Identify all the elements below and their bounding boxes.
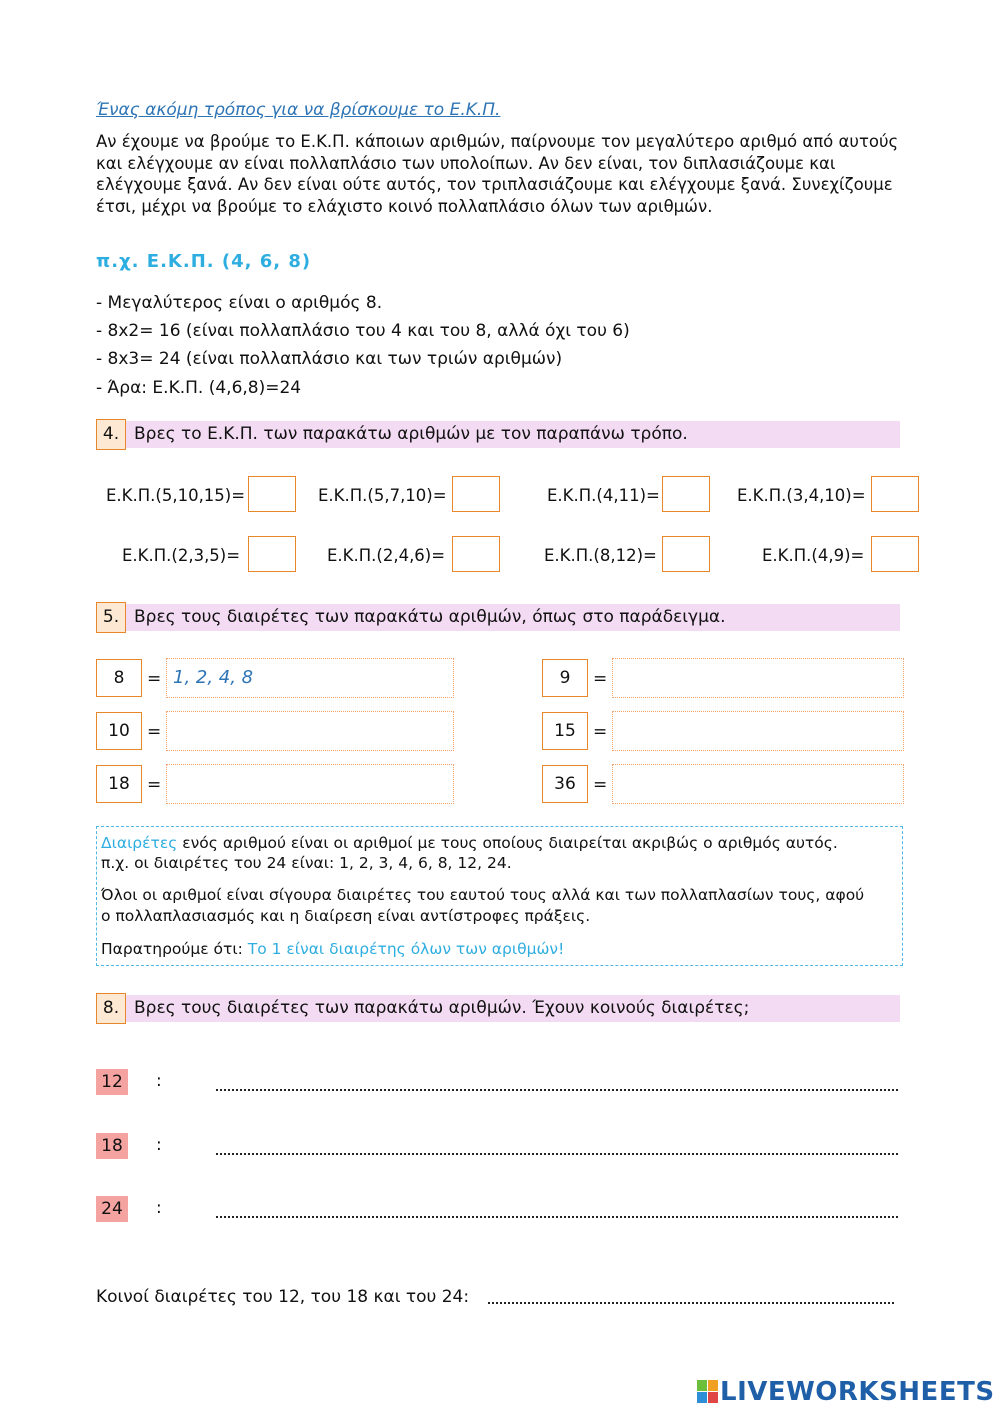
- definition-line-4: ο πολλαπλασιασμός και η διαίρεση είναι αντίστροφες πράξεις.: [101, 907, 591, 925]
- lcm-answer-box[interactable]: [452, 536, 500, 572]
- brand-wordmark: LIVEWORKSHEETS: [720, 1377, 995, 1407]
- task-4-bar: [96, 421, 900, 448]
- intro-paragraph: Αν έχουμε να βρούμε το Ε.Κ.Π. κάποιων αριθμών, παίρνουμε τον μεγαλύτερο αριθμό από αυτούς και ελέγχουμε αν είναι πολλαπλάσιο των υπολοίπων. Αν δεν είναι, τον διπλασιάζουμε και ελέγχουμε ξανά. Αν δεν είναι ούτε αυτός, τον τριπλασιάζουμε και ελέγχουμε ξανά. Συνεχίζουμε έτσι, μέχρι να βρούμε το ελάχιστο κοινό πολλαπλάσιο όλων των αριθμών.: [96, 132, 899, 216]
- lcm-answer-box[interactable]: [452, 476, 500, 512]
- note-text: Το 1 είναι διαιρέτης όλων των αριθμών!: [247, 940, 565, 958]
- example-step-3: - 8x3= 24 (είναι πολλαπλάσιο και των τριών αριθμών): [96, 349, 563, 369]
- divisor-answer-field[interactable]: [612, 711, 904, 751]
- equals-sign: =: [147, 722, 162, 742]
- lcm-label: Ε.Κ.Π.(5,10,15)=: [106, 486, 246, 505]
- common-divisors-label: Κοινοί διαιρέτες του 12, του 18 και του 24:: [96, 1287, 470, 1307]
- divisor-answer-field[interactable]: [612, 658, 904, 698]
- colon: :: [156, 1198, 162, 1218]
- divisor-number: 9: [542, 659, 588, 697]
- equals-sign: =: [593, 775, 608, 795]
- definition-text: ενός αριθμού είναι οι αριθμοί με τους οποίους διαιρείται ακριβώς ο αριθμός αυτός.: [177, 834, 838, 852]
- note-prefix: Παρατηρούμε ότι:: [101, 940, 248, 958]
- task-5-number: 5.: [96, 602, 126, 633]
- definition-note: [101, 940, 564, 958]
- lcm-label: Ε.Κ.Π.(5,7,10)=: [318, 486, 447, 505]
- lcm-label: Ε.Κ.Π.(8,12)=: [544, 546, 657, 565]
- lcm-answer-box[interactable]: [871, 536, 919, 572]
- divisor-number: 15: [542, 712, 588, 750]
- equals-sign: =: [147, 669, 162, 689]
- divisor-number: 10: [96, 712, 142, 750]
- lcm-label: Ε.Κ.Π.(2,4,6)=: [327, 546, 446, 565]
- lcm-answer-box[interactable]: [662, 536, 710, 572]
- divisor-number: 36: [542, 765, 588, 803]
- task-4-number: 4.: [96, 419, 126, 450]
- lcm-label: Ε.Κ.Π.(4,9)=: [762, 546, 865, 565]
- example-step-4: - Άρα: Ε.Κ.Π. (4,6,8)=24: [96, 378, 302, 398]
- divisor-answer-field[interactable]: [612, 764, 904, 804]
- lcm-label: Ε.Κ.Π.(2,3,5)=: [122, 546, 241, 565]
- divisor-answer-field[interactable]: [166, 711, 454, 751]
- number-badge: 18: [96, 1133, 128, 1159]
- equals-sign: =: [593, 722, 608, 742]
- lcm-answer-box[interactable]: [248, 476, 296, 512]
- example-answer: 1, 2, 4, 8: [173, 667, 254, 688]
- example-step-2: - 8x2= 16 (είναι πολλαπλάσιο του 4 και του 8, αλλά όχι του 6): [96, 321, 630, 341]
- definition-line-3: Όλοι οι αριθμοί είναι σίγουρα διαιρέτες του εαυτού τους αλλά και των πολλαπλασίων τους, αφού: [101, 886, 865, 904]
- number-badge: 12: [96, 1069, 128, 1095]
- section-heading: Ένας ακόμη τρόπος για να βρίσκουμε το Ε.Κ.Π.: [96, 100, 501, 120]
- task-8-bar: [96, 995, 900, 1022]
- divisor-number: 8: [96, 659, 142, 697]
- example-step-1: - Μεγαλύτερος είναι ο αριθμός 8.: [96, 293, 383, 313]
- definition-term: Διαιρέτες: [101, 834, 178, 852]
- lcm-answer-box[interactable]: [662, 476, 710, 512]
- answer-line[interactable]: [216, 1089, 898, 1091]
- number-badge: 24: [96, 1196, 128, 1222]
- lcm-answer-box[interactable]: [248, 536, 296, 572]
- equals-sign: =: [147, 775, 162, 795]
- task-8-instruction: Βρες τους διαιρέτες των παρακάτω αριθμών. Έχουν κοινούς διαιρέτες;: [134, 998, 750, 1018]
- divisor-answer-field[interactable]: [166, 764, 454, 804]
- liveworksheets-logo-icon: [697, 1380, 719, 1404]
- equals-sign: =: [593, 669, 608, 689]
- answer-line[interactable]: [216, 1216, 898, 1218]
- task-5-instruction: Βρες τους διαιρέτες των παρακάτω αριθμών, όπως στο παράδειγμα.: [134, 607, 726, 627]
- task-8-number: 8.: [96, 993, 126, 1024]
- colon: :: [156, 1071, 162, 1091]
- divisor-number: 18: [96, 765, 142, 803]
- definition-line-2: π.χ. οι διαιρέτες του 24 είναι: 1, 2, 3, 4, 6, 8, 12, 24.: [101, 854, 512, 872]
- answer-line[interactable]: [216, 1153, 898, 1155]
- colon: :: [156, 1135, 162, 1155]
- divisor-answer-field[interactable]: [166, 658, 454, 698]
- task-4-instruction: Βρες το Ε.Κ.Π. των παρακάτω αριθμών με τον παραπάνω τρόπο.: [134, 424, 688, 444]
- task-5-bar: [96, 604, 900, 631]
- lcm-label: Ε.Κ.Π.(3,4,10)=: [737, 486, 866, 505]
- definition-line-1: [101, 834, 838, 852]
- lcm-answer-box[interactable]: [871, 476, 919, 512]
- common-divisors-answer-line[interactable]: [488, 1302, 894, 1304]
- example-title: π.χ. Ε.Κ.Π. (4, 6, 8): [96, 251, 312, 272]
- definition-box: [96, 826, 903, 966]
- lcm-label: Ε.Κ.Π.(4,11)=: [547, 486, 660, 505]
